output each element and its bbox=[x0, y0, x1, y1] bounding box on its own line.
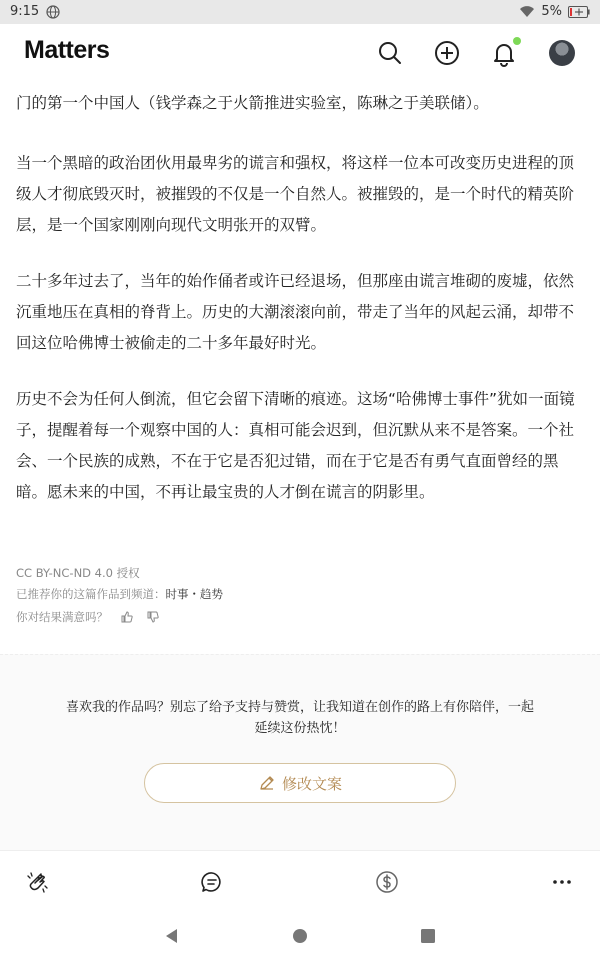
article-paragraph: 当一个黑暗的政治团伙用最卑劣的谎言和强权，将这样一位本可改变历史进程的顶级人才彻底毁灭时，被摧毁的不仅是一个自然人。被摧毁的，是一个时代的精英阶层，是一个国家刚刚向现代文明张开的双臂。 bbox=[16, 154, 575, 234]
battery-icon bbox=[568, 6, 590, 18]
pencil-icon bbox=[258, 774, 276, 792]
create-plus-icon[interactable] bbox=[433, 39, 461, 67]
search-icon[interactable] bbox=[376, 39, 404, 67]
matters-logo[interactable]: Matters bbox=[24, 36, 110, 64]
back-icon[interactable] bbox=[164, 928, 180, 944]
edit-copy-button[interactable] bbox=[144, 763, 456, 803]
globe-icon bbox=[46, 5, 60, 19]
support-message: 喜欢我的作品吗？别忘了给予支持与赞赏，让我知道在创作的路上有你陪伴，一起延续这份热忱！ bbox=[65, 700, 534, 736]
status-bar bbox=[0, 0, 600, 24]
notification-dot bbox=[513, 37, 521, 45]
system-navigation-bar bbox=[0, 912, 600, 960]
satisfaction-row bbox=[16, 609, 160, 625]
channel-tag[interactable]: 时事・趋势 bbox=[165, 587, 223, 601]
article-paragraph: 二十多年过去了，当年的始作俑者或许已经退场，但那座由谎言堆砌的废墟，依然沉重地压在真相的脊背上。历史的大潮滚滚向前，带走了当年的风起云涌，却带不回这位哈佛博士被偷走的二十多年最好时光。 bbox=[16, 272, 575, 352]
article-paragraph: 门的第一个中国人（钱学森之于火箭推进实验室，陈琳之于美联储）。 bbox=[16, 94, 489, 112]
status-time: 9:15 bbox=[10, 4, 40, 19]
bottom-action-bar bbox=[0, 850, 600, 912]
home-icon[interactable] bbox=[292, 928, 308, 944]
recommended-channel-line bbox=[16, 586, 223, 602]
satisfaction-question: 你对结果满意吗？ bbox=[16, 610, 108, 624]
donate-dollar-icon[interactable] bbox=[375, 870, 399, 894]
recents-icon[interactable] bbox=[420, 928, 436, 944]
avatar[interactable] bbox=[549, 40, 575, 66]
thumbs-up-icon[interactable] bbox=[120, 610, 134, 624]
more-icon[interactable] bbox=[550, 870, 574, 894]
support-section bbox=[0, 654, 600, 850]
recommended-prefix: 已推荐你的这篇作品到频道： bbox=[16, 587, 166, 601]
app-header bbox=[0, 24, 600, 82]
battery-percent: 5% bbox=[541, 4, 562, 19]
clap-icon[interactable] bbox=[26, 870, 50, 894]
edit-copy-label: 修改文案 bbox=[281, 774, 342, 793]
thumbs-down-icon[interactable] bbox=[146, 610, 160, 624]
wifi-icon bbox=[519, 5, 535, 18]
license-text: CC BY-NC-ND 4.0 授权 bbox=[16, 566, 140, 580]
comment-icon[interactable] bbox=[200, 870, 224, 894]
article-paragraph: 历史不会为任何人倒流，但它会留下清晰的痕迹。这场“哈佛博士事件”犹如一面镜子，提醒着每一个观察中国的人：真相可能会迟到，但沉默从来不是答案。一个社会、一个民族的成熟，不在于它是否犯过错，而在于它是否有勇气直面曾经的黑暗。愿未来的中国，不再让最宝贵的人才倒在谎言的阴影里。 bbox=[16, 390, 575, 501]
status-right bbox=[519, 4, 590, 19]
